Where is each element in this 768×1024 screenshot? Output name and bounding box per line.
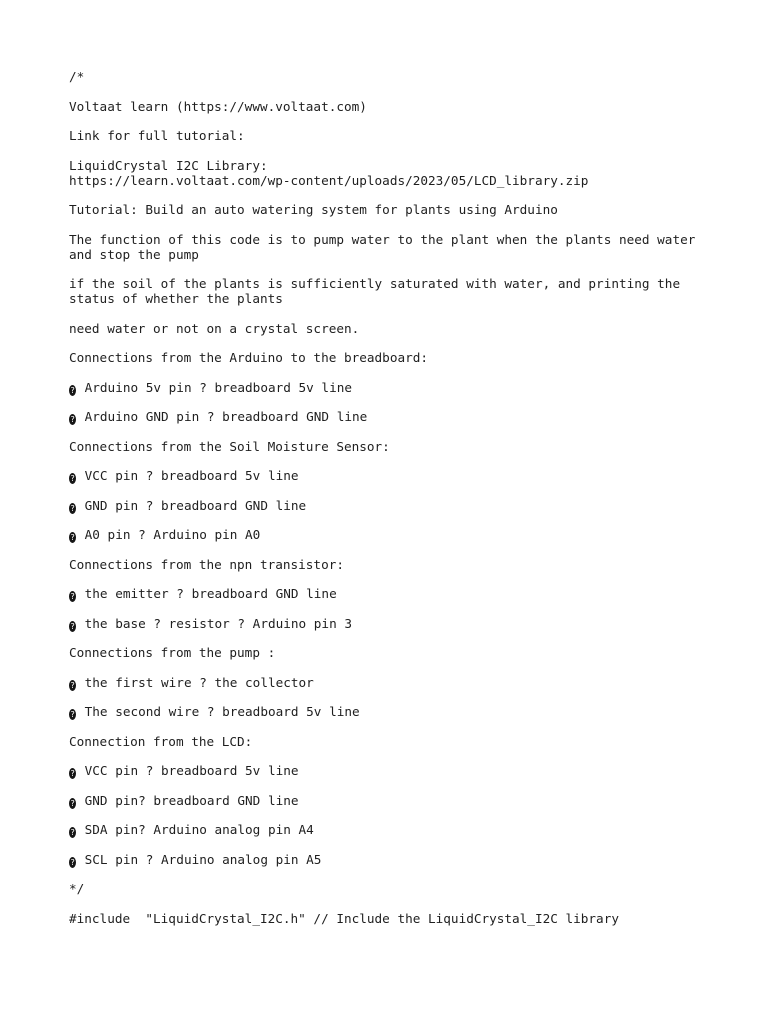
- text-line: ? SCL pin ? Arduino analog pin A5: [70, 851, 322, 867]
- text-line: ? GND pin? breadboard GND line: [70, 792, 299, 808]
- paragraph: [69, 675, 728, 690]
- paragraph: [69, 557, 728, 572]
- paragraph: [69, 881, 728, 896]
- paragraph: [69, 158, 728, 188]
- text-line: ? the first wire ? the collector: [70, 674, 314, 690]
- paragraph: [69, 645, 728, 660]
- text-line: if the soil of the plants is sufficiently saturated with water, and printing the: [69, 276, 681, 291]
- text-line: ? Arduino GND pin ? breadboard GND line: [70, 409, 368, 424]
- text-line: Connections from the Soil Moisture Sensor:: [69, 438, 390, 454]
- replacement-char-icon: ?: [70, 680, 75, 690]
- text-line: Connections from the npn transistor:: [69, 556, 344, 572]
- paragraph: [69, 409, 728, 424]
- paragraph: [69, 321, 728, 336]
- text-line: need water or not on a crystal screen.: [69, 320, 360, 336]
- replacement-char-icon: ?: [70, 503, 75, 513]
- paragraph: [69, 852, 728, 867]
- text-line: #include "LiquidCrystal_I2C.h" // Include the LiquidCrystal_I2C library: [69, 910, 619, 926]
- paragraph: [69, 793, 728, 808]
- replacement-char-icon: ?: [70, 857, 75, 867]
- text-line: /*: [69, 69, 85, 84]
- text-line: ? the base ? resistor ? Arduino pin 3: [70, 615, 352, 631]
- replacement-char-icon: ?: [70, 798, 75, 808]
- paragraph: [69, 616, 728, 631]
- text-line: ? VCC pin ? breadboard 5v line: [70, 468, 299, 483]
- text-line: https://learn.voltaat.com/wp-content/uploads/2023/05/LCD_library.zip: [69, 172, 589, 188]
- paragraph: [69, 704, 728, 719]
- text-line: Connections from the pump :: [69, 645, 276, 660]
- text-line: ? GND pin ? breadboard GND line: [70, 497, 307, 513]
- paragraph: [69, 350, 728, 365]
- text-line: ? the emitter ? breadboard GND line: [70, 586, 337, 601]
- replacement-char-icon: ?: [70, 621, 75, 631]
- text-line: Tutorial: Build an auto watering system for plants using Arduino: [69, 202, 558, 217]
- replacement-char-icon: ?: [70, 385, 75, 395]
- paragraph: [69, 911, 728, 926]
- replacement-char-icon: ?: [70, 769, 75, 778]
- replacement-char-icon: ?: [70, 533, 75, 542]
- text-line: Link for full tutorial:: [69, 128, 245, 143]
- text-line: */: [69, 881, 85, 896]
- paragraph: [69, 734, 728, 749]
- text-line: status of whether the plants: [69, 291, 283, 306]
- replacement-char-icon: ?: [70, 592, 75, 601]
- text-line: Connections from the Arduino to the breadboard:: [69, 350, 429, 365]
- text-line: ? The second wire ? breadboard 5v line: [70, 704, 360, 719]
- paragraph: [69, 276, 728, 306]
- text-line: Voltaat learn (https://www.voltaat.com): [69, 98, 367, 114]
- replacement-char-icon: ?: [70, 415, 75, 424]
- paragraph: [69, 202, 728, 217]
- text-line: Connection from the LCD:: [69, 733, 253, 749]
- paragraph: [69, 380, 728, 395]
- paragraph: [69, 527, 728, 542]
- paragraph: [69, 69, 728, 84]
- paragraph: [69, 468, 728, 483]
- paragraph: [69, 763, 728, 778]
- text-line: ? SDA pin? Arduino analog pin A4: [70, 822, 314, 837]
- code-comment-block: [69, 69, 728, 926]
- text-line: LiquidCrystal I2C Library:: [69, 157, 268, 173]
- text-line: ? A0 pin ? Arduino pin A0: [70, 527, 261, 542]
- paragraph: [69, 128, 728, 143]
- paragraph: [69, 498, 728, 513]
- paragraph: [69, 822, 728, 837]
- replacement-char-icon: ?: [70, 474, 75, 483]
- paragraph: [69, 99, 728, 114]
- text-line: and stop the pump: [69, 246, 199, 262]
- replacement-char-icon: ?: [70, 828, 75, 837]
- text-line: ? Arduino 5v pin ? breadboard 5v line: [70, 379, 352, 395]
- paragraph: [69, 586, 728, 601]
- text-line: The function of this code is to pump water to the plant when the plants need water: [69, 231, 696, 247]
- text-line: ? VCC pin ? breadboard 5v line: [70, 763, 299, 778]
- replacement-char-icon: ?: [70, 710, 75, 719]
- paragraph: [69, 439, 728, 454]
- paragraph: [69, 232, 728, 262]
